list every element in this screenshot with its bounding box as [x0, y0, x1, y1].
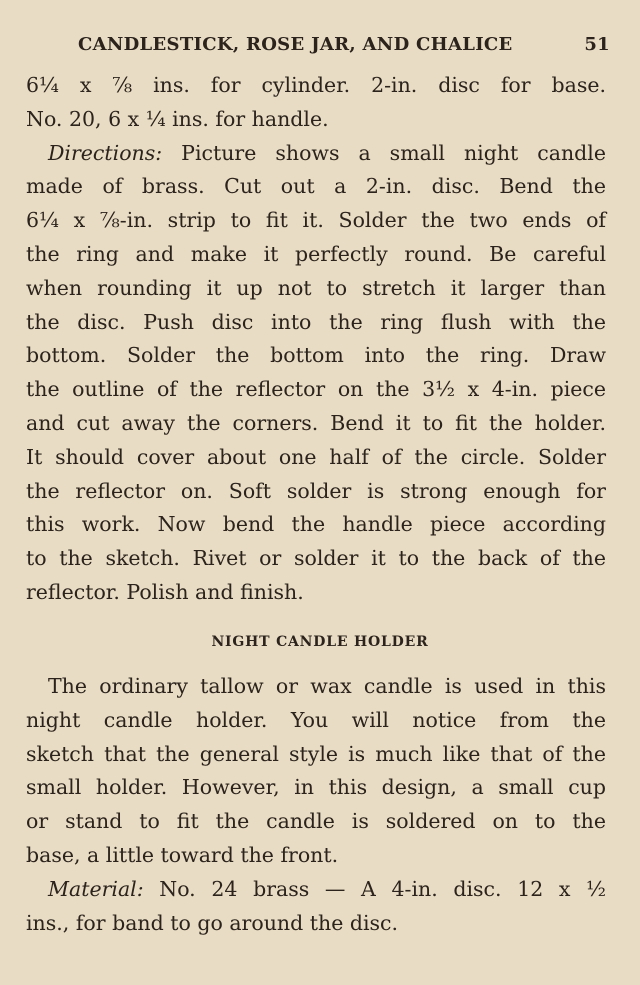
text-line: No. 20, 6 x ¼ ins. for handle.	[26, 106, 329, 131]
text-line: made of brass. Cut out a 2-in. disc. Bend the	[26, 174, 606, 199]
text-line: It should cover about one half of the circle. Solder	[26, 444, 606, 469]
material-label: Material:	[48, 876, 144, 901]
text-line: bottom. Solder the bottom into the ring. Draw	[26, 343, 606, 368]
directions-line	[26, 137, 606, 171]
text-line: and cut away the corners. Bend it to fit the holder.	[26, 410, 606, 435]
text-line: to the sketch. Rivet or solder it to the back of the	[26, 546, 606, 571]
text-line: the reflector on. Soft solder is strong enough for	[26, 478, 606, 503]
text-line: ins., for band to go around the disc.	[26, 910, 399, 935]
text-line: base, a little toward the front.	[26, 842, 339, 867]
directions-label: Directions:	[48, 140, 163, 165]
material-text: No. 24 brass — A 4-in. disc. 12 x ½	[143, 876, 606, 901]
text-line: the outline of the reflector on the 3½ x 4-in. piece	[26, 377, 606, 402]
text-line: reflector. Polish and finish.	[26, 579, 304, 604]
text-line: 6¼ x ⅞ ins. for cylinder. 2-in. disc for base.	[26, 73, 606, 97]
text-line: The ordinary tallow or wax candle is used in this	[48, 674, 606, 698]
text-line: small holder. However, in this design, a small cup	[26, 775, 606, 800]
text-line: when rounding it up not to stretch it larger than	[26, 275, 606, 300]
text-line: the ring and make it perfectly round. Be careful	[26, 241, 606, 266]
text-line: 6¼ x ⅞-in. strip to fit it. Solder the two ends of	[26, 208, 606, 233]
night-candle-holder-section	[26, 670, 606, 940]
text-line: night candle holder. You will notice from the	[26, 707, 606, 732]
material-line	[26, 873, 606, 907]
text-line: the disc. Push disc into the ring flush with the	[26, 309, 606, 334]
section-heading: NIGHT CANDLE HOLDER	[211, 634, 429, 650]
page-number: 51	[584, 34, 610, 55]
text-line: sketch that the general style is much like that of the	[26, 741, 606, 766]
directions-text: Picture shows a small night candle	[162, 140, 606, 165]
text-line: this work. Now bend the handle piece according	[26, 512, 606, 537]
directions-section	[26, 69, 606, 610]
text-line: or stand to fit the candle is soldered on to the	[26, 809, 606, 834]
running-title: CANDLESTICK, ROSE JAR, AND CHALICE	[78, 34, 513, 55]
